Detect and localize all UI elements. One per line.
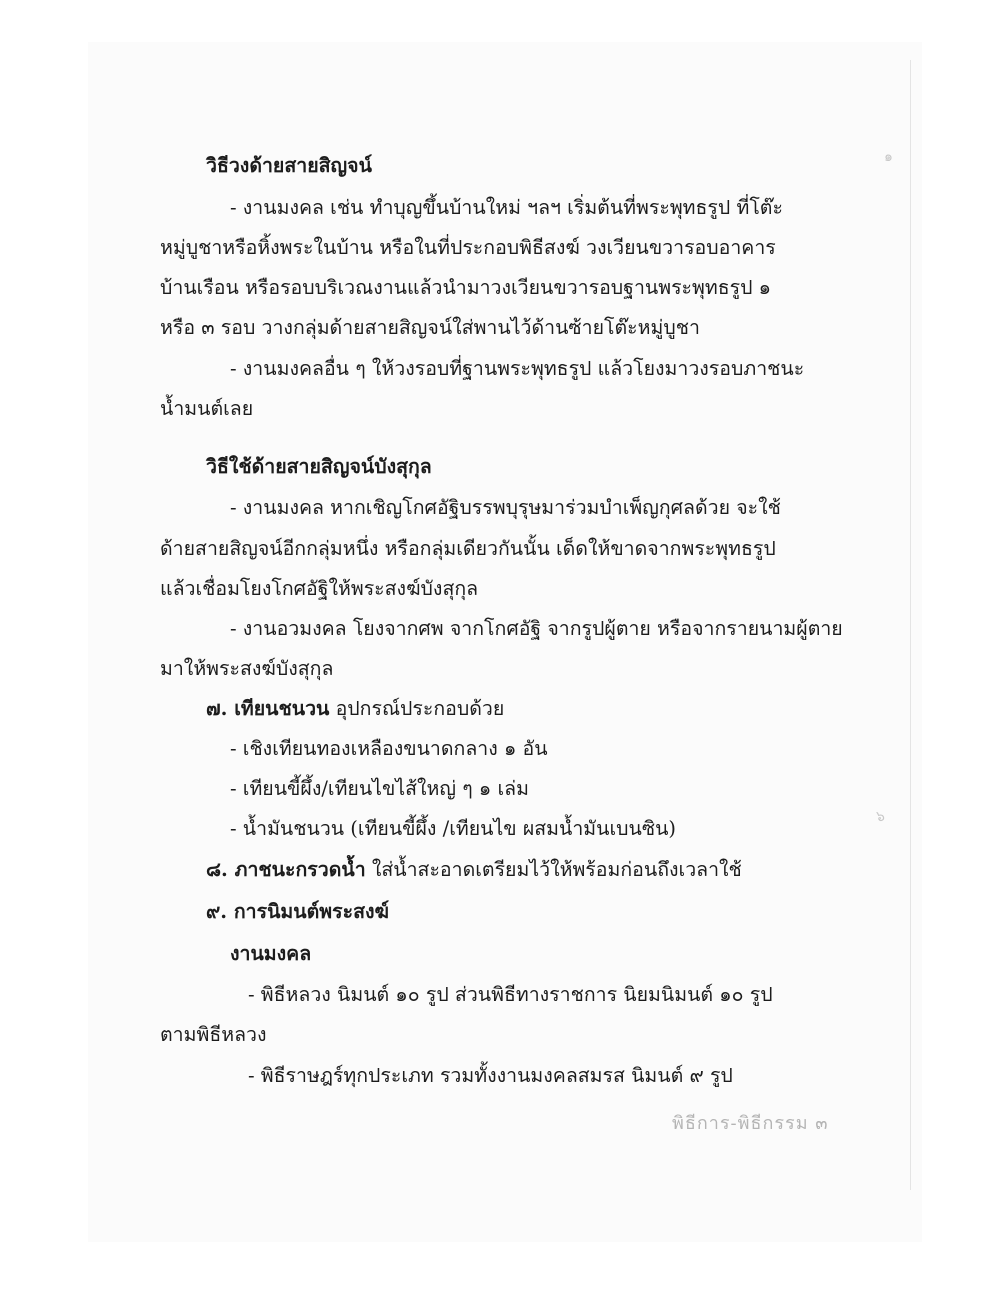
page-edge-line: [910, 60, 911, 1190]
paragraph-line: - พิธีราษฎร์ทุกประเภท รวมทั้งงานมงคลสมรส นิมนต์ ๙ รูป: [248, 1064, 733, 1087]
paragraph-line: มาให้พระสงฆ์บังสุกุล: [160, 657, 334, 680]
subsection-title: งานมงคล: [230, 942, 312, 965]
paragraph-line: หรือ ๓ รอบ วางกลุ่มด้ายสายสิญจน์ใส่พานไว้ด้านซ้ายโต๊ะหมู่บูชา: [160, 316, 700, 339]
item-7-label: ๗. เทียนชนวน: [206, 697, 330, 720]
paragraph-line: ด้ายสายสิญจน์อีกกลุ่มหนึ่ง หรือกลุ่มเดียวกันนั้น เด็ดให้ขาดจากพระพุทธรูป: [160, 537, 776, 560]
item-8-heading: [206, 856, 742, 884]
paragraph-line: - งานมงคล หากเชิญโกศอัฐิบรรพบุรุษมาร่วมบำเพ็ญกุศลด้วย จะใช้: [230, 496, 781, 519]
margin-mark: ๑: [884, 149, 893, 165]
paragraph-line: หมู่บูชาหรือหิ้งพระในบ้าน หรือในที่ประกอบพิธีสงฆ์ วงเวียนขวารอบอาคาร: [160, 236, 776, 259]
paragraph-line: แล้วเชื่อมโยงโกศอัฐิให้พระสงฆ์บังสุกุล: [160, 577, 479, 600]
item-7-text: อุปกรณ์ประกอบด้วย: [329, 697, 505, 720]
list-item: - เชิงเทียนทองเหลืองขนาดกลาง ๑ อัน: [230, 737, 548, 760]
list-item: - เทียนขี้ผึ้ง/เทียนไขไส้ใหญ่ ๆ ๑ เล่ม: [230, 777, 529, 800]
paragraph-line: - งานมงคล เช่น ทำบุญขึ้นบ้านใหม่ ฯลฯ เริ่มต้นที่พระพุทธรูป ที่โต๊ะ: [230, 196, 783, 219]
paragraph-line: - งานมงคลอื่น ๆ ให้วงรอบที่ฐานพระพุทธรูป แล้วโยงมาวงรอบภาชนะ: [230, 357, 805, 380]
paragraph-line: ตามพิธีหลวง: [160, 1023, 267, 1046]
footer-page-label: พิธีการ-พิธีกรรม ๓: [672, 1113, 829, 1134]
paragraph-line: น้ำมนต์เลย: [160, 397, 254, 420]
item-8-label: ๘. ภาชนะกรวดน้ำ: [206, 858, 366, 881]
item-7-heading: [206, 695, 504, 723]
section-title-sai-sin-wrapping: วิธีวงด้ายสายสิญจน์: [206, 154, 372, 177]
paragraph-line: - พิธีหลวง นิมนต์ ๑๐ รูป ส่วนพิธีทางราชการ นิยมนิมนต์ ๑๐ รูป: [248, 983, 773, 1006]
margin-mark: ๖: [876, 809, 885, 825]
item-9-heading: ๙. การนิมนต์พระสงฆ์: [206, 900, 389, 923]
list-item: - น้ำมันชนวน (เทียนขี้ผึ้ง /เทียนไข ผสมน้ำมันเบนซิน): [230, 817, 677, 840]
paragraph-line: บ้านเรือน หรือรอบบริเวณงานแล้วนำมาวงเวียนขวารอบฐานพระพุทธรูป ๑: [160, 276, 772, 299]
paragraph-line: - งานอวมงคล โยงจากศพ จากโกศอัฐิ จากรูปผู้ตาย หรือจากรายนามผู้ตาย: [230, 617, 843, 640]
section-title-bangsukun: วิธีใช้ด้ายสายสิญจน์บังสุกุล: [206, 455, 432, 478]
item-8-text: ใส่น้ำสะอาดเตรียมไว้ให้พร้อมก่อนถึงเวลาใช้: [365, 858, 742, 881]
